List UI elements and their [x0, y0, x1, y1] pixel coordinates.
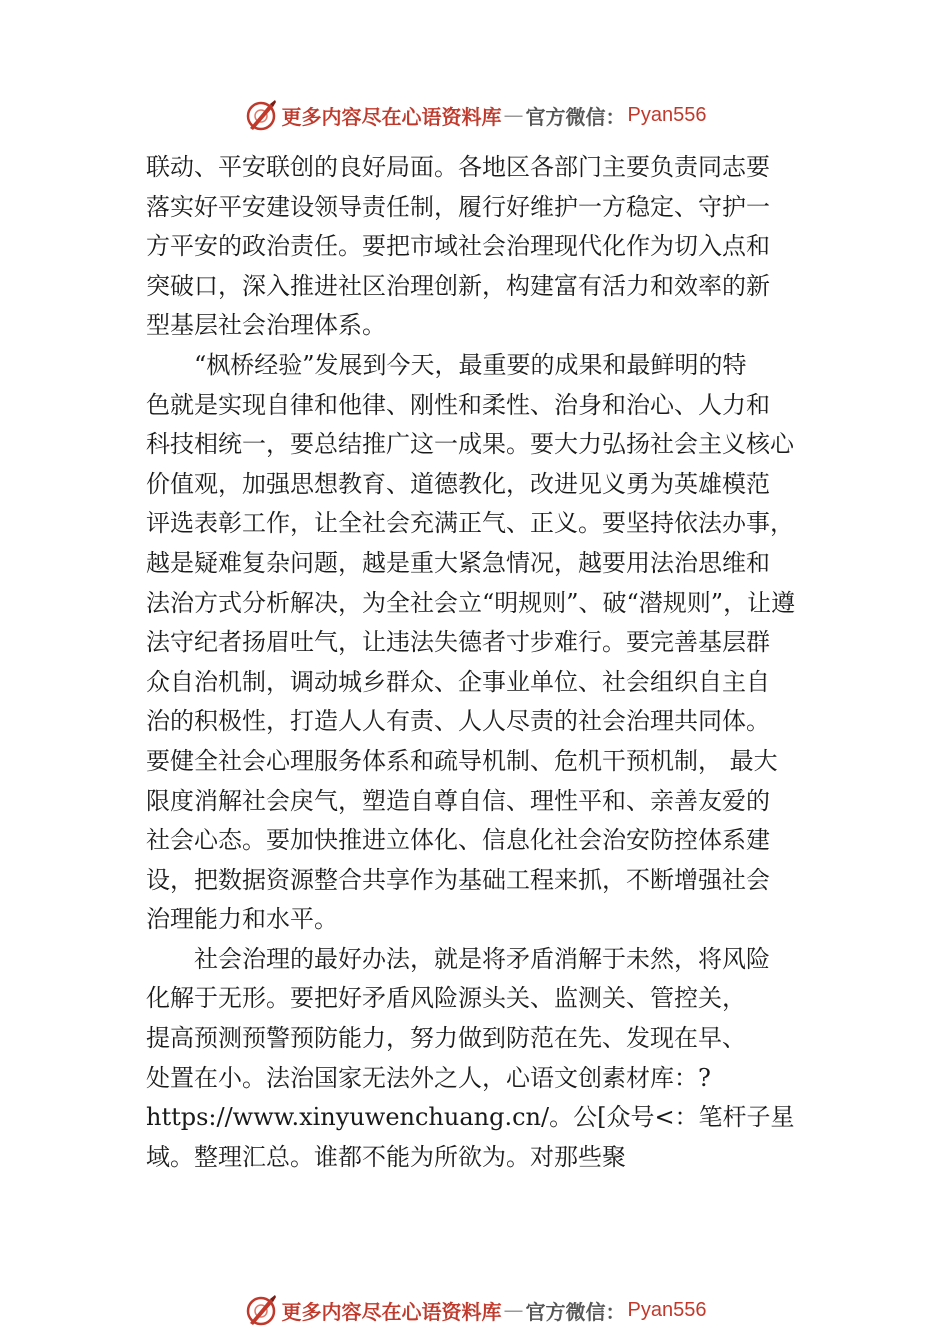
text-line: 落实好平安建设领导责任制，履行好维护一方稳定、守护一	[146, 192, 770, 221]
document-body	[146, 148, 826, 1177]
banner-label: 官方微信：	[525, 1299, 626, 1324]
text-line: 法守纪者扬眉吐气，让违法失德者寸步难行。要完善基层群	[146, 628, 770, 657]
banner-dash: —	[503, 1298, 524, 1322]
text-line: 限度消解社会戾气，塑造自尊自信、理性平和、亲善友爱的	[146, 786, 770, 815]
banner-main-text: 更多内容尽在心语资料库	[281, 1299, 502, 1324]
banner-main-text: 更多内容尽在心语资料库	[281, 104, 502, 129]
text-line: 治理能力和水平。	[146, 905, 338, 934]
text-line: 评选表彰工作，让全社会充满正气、正义。要坚持依法办事，	[146, 509, 794, 538]
text-line: 越是疑难复杂问题，越是重大紧急情况，越要用法治思维和	[146, 548, 770, 577]
header-banner	[0, 95, 950, 135]
banner-wechat-id: Pyan556	[627, 1298, 707, 1321]
text-line: 方平安的政治责任。要把市域社会治理现代化作为切入点和	[146, 232, 770, 261]
text-line: 治的积极性，打造人人有责、人人尽责的社会治理共同体。	[146, 707, 770, 736]
text-line: 提高预测预警预防能力，努力做到防范在先、发现在早、	[146, 1024, 746, 1053]
text-line: https://www.xinyuwenchuang.cn/。公[众号<：笔杆子星	[146, 1103, 795, 1132]
text-line: 法治方式分析解决，为全社会立“明规则”、破“潜规则”，让遵	[146, 588, 796, 617]
text-line: 域。整理汇总。谁都不能为所欲为。对那些聚	[146, 1142, 626, 1171]
text-line: 突破口，深入推进社区治理创新，构建富有活力和效率的新	[146, 271, 770, 300]
banner-wechat-id: Pyan556	[627, 103, 707, 126]
text-line: 科技相统一，要总结推广这一成果。要大力弘扬社会主义核心	[146, 430, 794, 459]
text-line: 处置在小。法治国家无法外之人，心语文创素材库：?	[146, 1063, 711, 1092]
text-line: 要健全社会心理服务体系和疏导机制、危机干预机制， 最大	[146, 746, 778, 775]
text-line: 设，把数据资源整合共享作为基础工程来抓，不断增强社会	[146, 865, 770, 894]
text-line: 化解于无形。要把好矛盾风险源头关、监测关、管控关，	[146, 984, 746, 1013]
text-line: 联动、平安联创的良好局面。各地区各部门主要负责同志要	[146, 153, 770, 181]
text-line: 众自治机制，调动城乡群众、企事业单位、社会组织自主自	[146, 667, 770, 696]
paragraph-start-line: 社会治理的最好办法，就是将矛盾消解于未然，将风险	[194, 944, 770, 973]
banner-dash: —	[503, 103, 524, 127]
paragraph-start-line: “枫桥经验”发展到今天，最重要的成果和最鲜明的特	[194, 350, 747, 379]
footer-banner	[0, 1290, 950, 1330]
banner-label: 官方微信：	[525, 104, 626, 129]
text-line: 价值观，加强思想教育、道德教化，改进见义勇为英雄模范	[146, 469, 770, 498]
pen-logo-icon	[244, 1293, 278, 1327]
text-line: 社会心态。要加快推进立体化、信息化社会治安防控体系建	[146, 826, 770, 855]
text-line: 型基层社会治理体系。	[146, 311, 386, 340]
pen-logo-icon	[244, 98, 278, 132]
text-line: 色就是实现自律和他律、刚性和柔性、治身和治心、人力和	[146, 390, 770, 419]
